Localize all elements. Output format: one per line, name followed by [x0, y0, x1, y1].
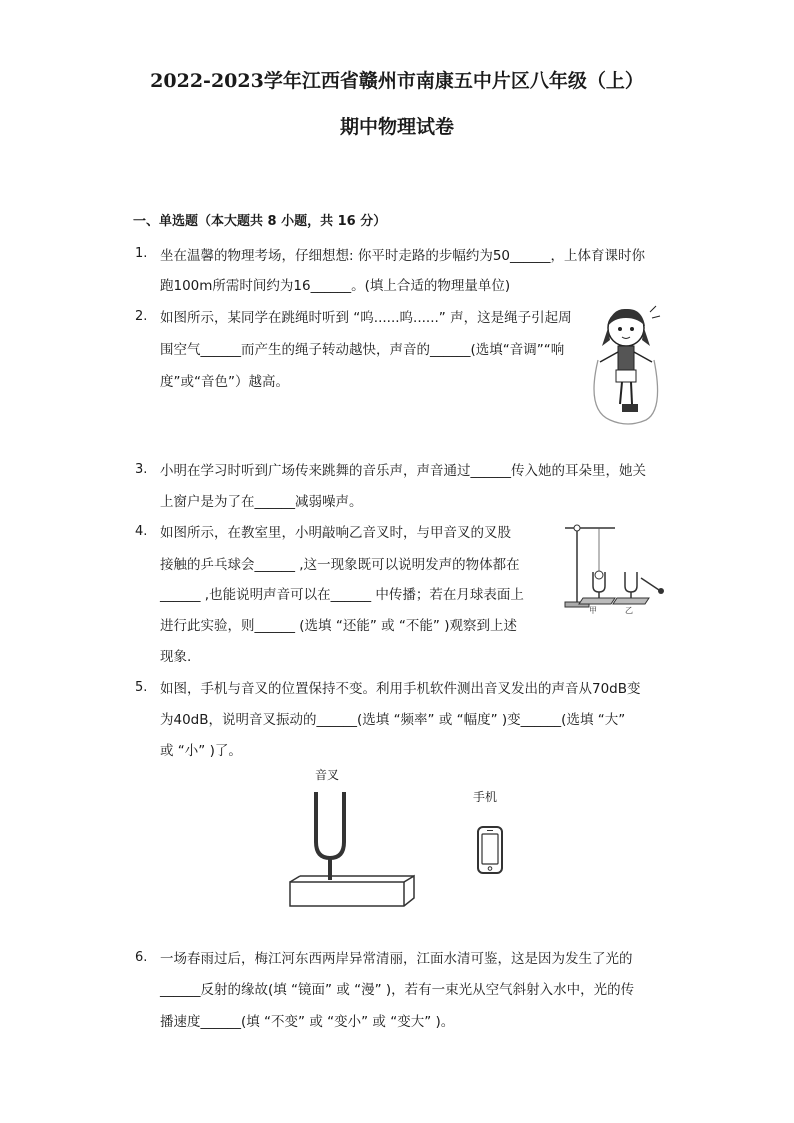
question-line: 如图，手机与音叉的位置保持不变。利用手机软件测出音叉发出的声音从70dB变	[160, 681, 641, 697]
question-line: 度”或“音色”）越高。	[160, 374, 289, 390]
question-line: 为40dB，说明音叉振动的______(选填 “频率” 或 “幅度” )变______(选填 “大”	[160, 712, 626, 728]
tuning-fork-figure	[288, 790, 418, 912]
question-line: 播速度______(填 “不变” 或 “变小” 或 “变大” )。	[160, 1014, 455, 1030]
question-line: 一场春雨过后，梅江河东西两岸异常清丽，江面水清可鉴，这是因为发生了光的	[160, 951, 633, 967]
question-number: 4.	[135, 524, 148, 539]
label-jia: 甲	[589, 606, 597, 615]
title-line-1: 2022-2023学年江西省赣州市南康五中片区八年级（上）	[150, 70, 644, 92]
question-line: 如图所示，在教室里，小明敲响乙音叉时，与甲音叉的叉股	[160, 525, 511, 541]
phone-caption: 手机	[473, 790, 498, 804]
question-line: 跑100m所需时间约为16______。(填上合适的物理量单位)	[160, 278, 511, 294]
question-line: 如图所示，某同学在跳绳时听到 “呜......呜......” 声，这是绳子引起周	[160, 310, 572, 326]
question-line: 现象.	[160, 649, 192, 665]
question-line: 接触的乒乓球会______ ,这一现象既可以说明发声的物体都在	[160, 557, 520, 573]
question-number: 5.	[135, 680, 148, 695]
question-line: ______反射的缘故(填 “镜面” 或 “漫” )，若有一束光从空气斜射入水中，光的传	[160, 982, 635, 998]
tuning-fork-caption: 音叉	[315, 768, 340, 782]
question-line: 或 “小” )了。	[160, 743, 242, 759]
label-yi: 乙	[625, 606, 633, 615]
question-number: 6.	[135, 950, 148, 965]
section-header: 一、单选题（本大题共 8 小题，共 16 分）	[133, 214, 387, 229]
question-line: 进行此实验，则______ (选填 “还能” 或 “不能” )观察到上述	[160, 618, 517, 634]
question-number: 3.	[135, 462, 148, 477]
question-number: 2.	[135, 309, 148, 324]
question-line: 围空气______而产生的绳子转动越快，声音的______(选填“音调”“响	[160, 342, 565, 358]
title-line-2: 期中物理试卷	[339, 116, 454, 138]
question-line: 上窗户是为了在______减弱噪声。	[160, 494, 363, 510]
question-number: 1.	[135, 246, 148, 261]
question-line: 小明在学习时听到广场传来跳舞的音乐声，声音通过______传入她的耳朵里，她关	[160, 463, 646, 479]
jump-rope-figure	[588, 300, 668, 435]
question-line: ______ ,也能说明声音可以在______ 中传播；若在月球表面上	[160, 587, 524, 603]
phone-icon	[477, 826, 503, 874]
question-line: 坐在温馨的物理考场，仔细想想: 你平时走路的步幅约为50______，上体育课时你	[160, 248, 646, 264]
tuning-fork-pingpong-figure	[555, 518, 667, 614]
